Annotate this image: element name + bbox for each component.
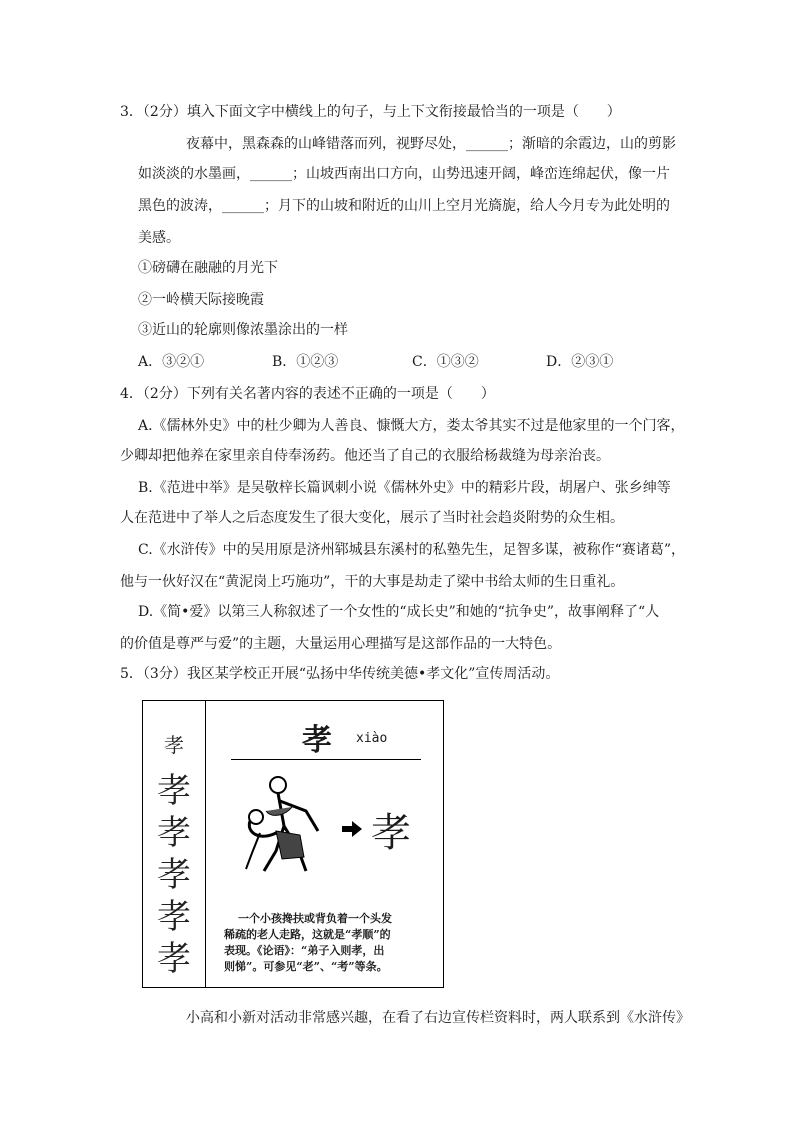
q3-passage-line-1: 夜幕中，黑森森的山峰错落而列，视野尽处，______；渐暗的余霞边，山的剪影 [186,136,676,152]
caption-line-2: 稀疏的老人走路，这就是“孝顺”的 [224,928,391,941]
q3-option-b[interactable]: B．①②③ [272,354,339,370]
xiao-caption [224,911,434,975]
xiao-character: 孝 [302,723,332,758]
q4-option-c-line-1: C.《水浒传》中的吴用原是济州郓城县东溪村的私塾先生，足智多谋，被称作“赛诸葛”， [138,542,685,558]
seal-char-4: 孝 [157,855,191,895]
q3-item-1: ①磅礴在融融的月光下 [138,260,278,276]
q4-option-a-line-1: A.《儒林外史》中的杜少卿为人善良、慷慨大方，娄太爷其实不过是他家里的一个门客， [138,418,685,434]
underline-rule [231,759,421,760]
seal-char-2: 孝 [157,771,191,811]
seal-char-5: 孝 [157,897,191,937]
seal-char-1: 孝 [164,733,184,757]
q5-stem: 5．（3分）我区某学校正开展“弘扬中华传统美德•孝文化”宣传周活动。 [120,666,560,682]
q3-option-c[interactable]: C．①③② [412,354,479,370]
q4-option-a-line-2: 少卿却把他养在家里亲自侍奉汤药。他还当了自己的衣服给杨裁缝为母亲治丧。 [120,448,610,464]
q3-passage-line-3: 黑色的波涛，______；月下的山坡和附近的山川上空月光旖旎，给人今月专为此处明的 [138,198,670,214]
q4-option-d-line-1: D.《简•爱》以第三人称叙述了一个女性的“成长史”和她的“抗争史”，故事阐释了“人 [138,604,660,620]
arrow-right-icon [342,821,362,837]
q4-option-b-line-1: B.《范进中举》是吴敬梓长篇讽刺小说《儒林外史》中的精彩片段，胡屠户、张乡绅等 [138,480,671,496]
caption-line-4: 则悌”。可参见“老”、“考”等条。 [224,960,388,973]
xiao-small-char: 孝 [371,810,411,856]
q3-option-a[interactable]: A．③②① [138,354,205,370]
q4-stem: 4．（2分）下列有关名著内容的表述不正确的一项是（ ） [120,386,495,402]
q5-after-text: 小高和小新对活动非常感兴趣，在看了右边宣传栏资料时，两人联系到《水浒传》 [186,1010,690,1026]
q3-stem: 3．（2分）填入下面文字中横线上的句子，与上下文衔接最恰当的一项是（ ） [120,104,621,120]
xiao-illustration-panel [142,700,444,988]
child-carrying-elder-icon [236,771,336,881]
seal-script-column [143,701,206,987]
q3-passage-line-4: 美感。 [138,230,180,246]
q3-item-2: ②一岭横天际接晚霞 [138,292,264,308]
q3-passage-line-2: 如淡淡的水墨画，______；山坡西南出口方向，山势迅速开阔，峰峦连绵起伏，像一片 [138,166,670,182]
q4-option-c-line-2: 他与一伙好汉在“黄泥岗上巧施功”，干的大事是劫走了梁中书给太师的生日重礼。 [120,574,625,590]
q3-item-3: ③近山的轮廓则像浓墨涂出的一样 [138,322,348,338]
seal-char-6: 孝 [157,939,191,979]
q4-option-d-line-2: 的价值是尊严与爱”的主题，大量运用心理描写是这部作品的一大特色。 [120,636,562,652]
q3-option-d[interactable]: D．②③① [546,354,614,370]
xiao-pinyin: xiào [356,731,388,746]
xiao-explanation [206,701,443,987]
seal-char-3: 孝 [157,813,191,853]
caption-line-3: 表现。《论语》：“弟子入则孝，出 [224,944,385,957]
caption-line-1: 一个小孩搀扶或背负着一个头发 [238,912,392,925]
q4-option-b-line-2: 人在范进中了举人之后态度发生了很大变化，展示了当时社会趋炎附势的众生相。 [120,510,624,526]
